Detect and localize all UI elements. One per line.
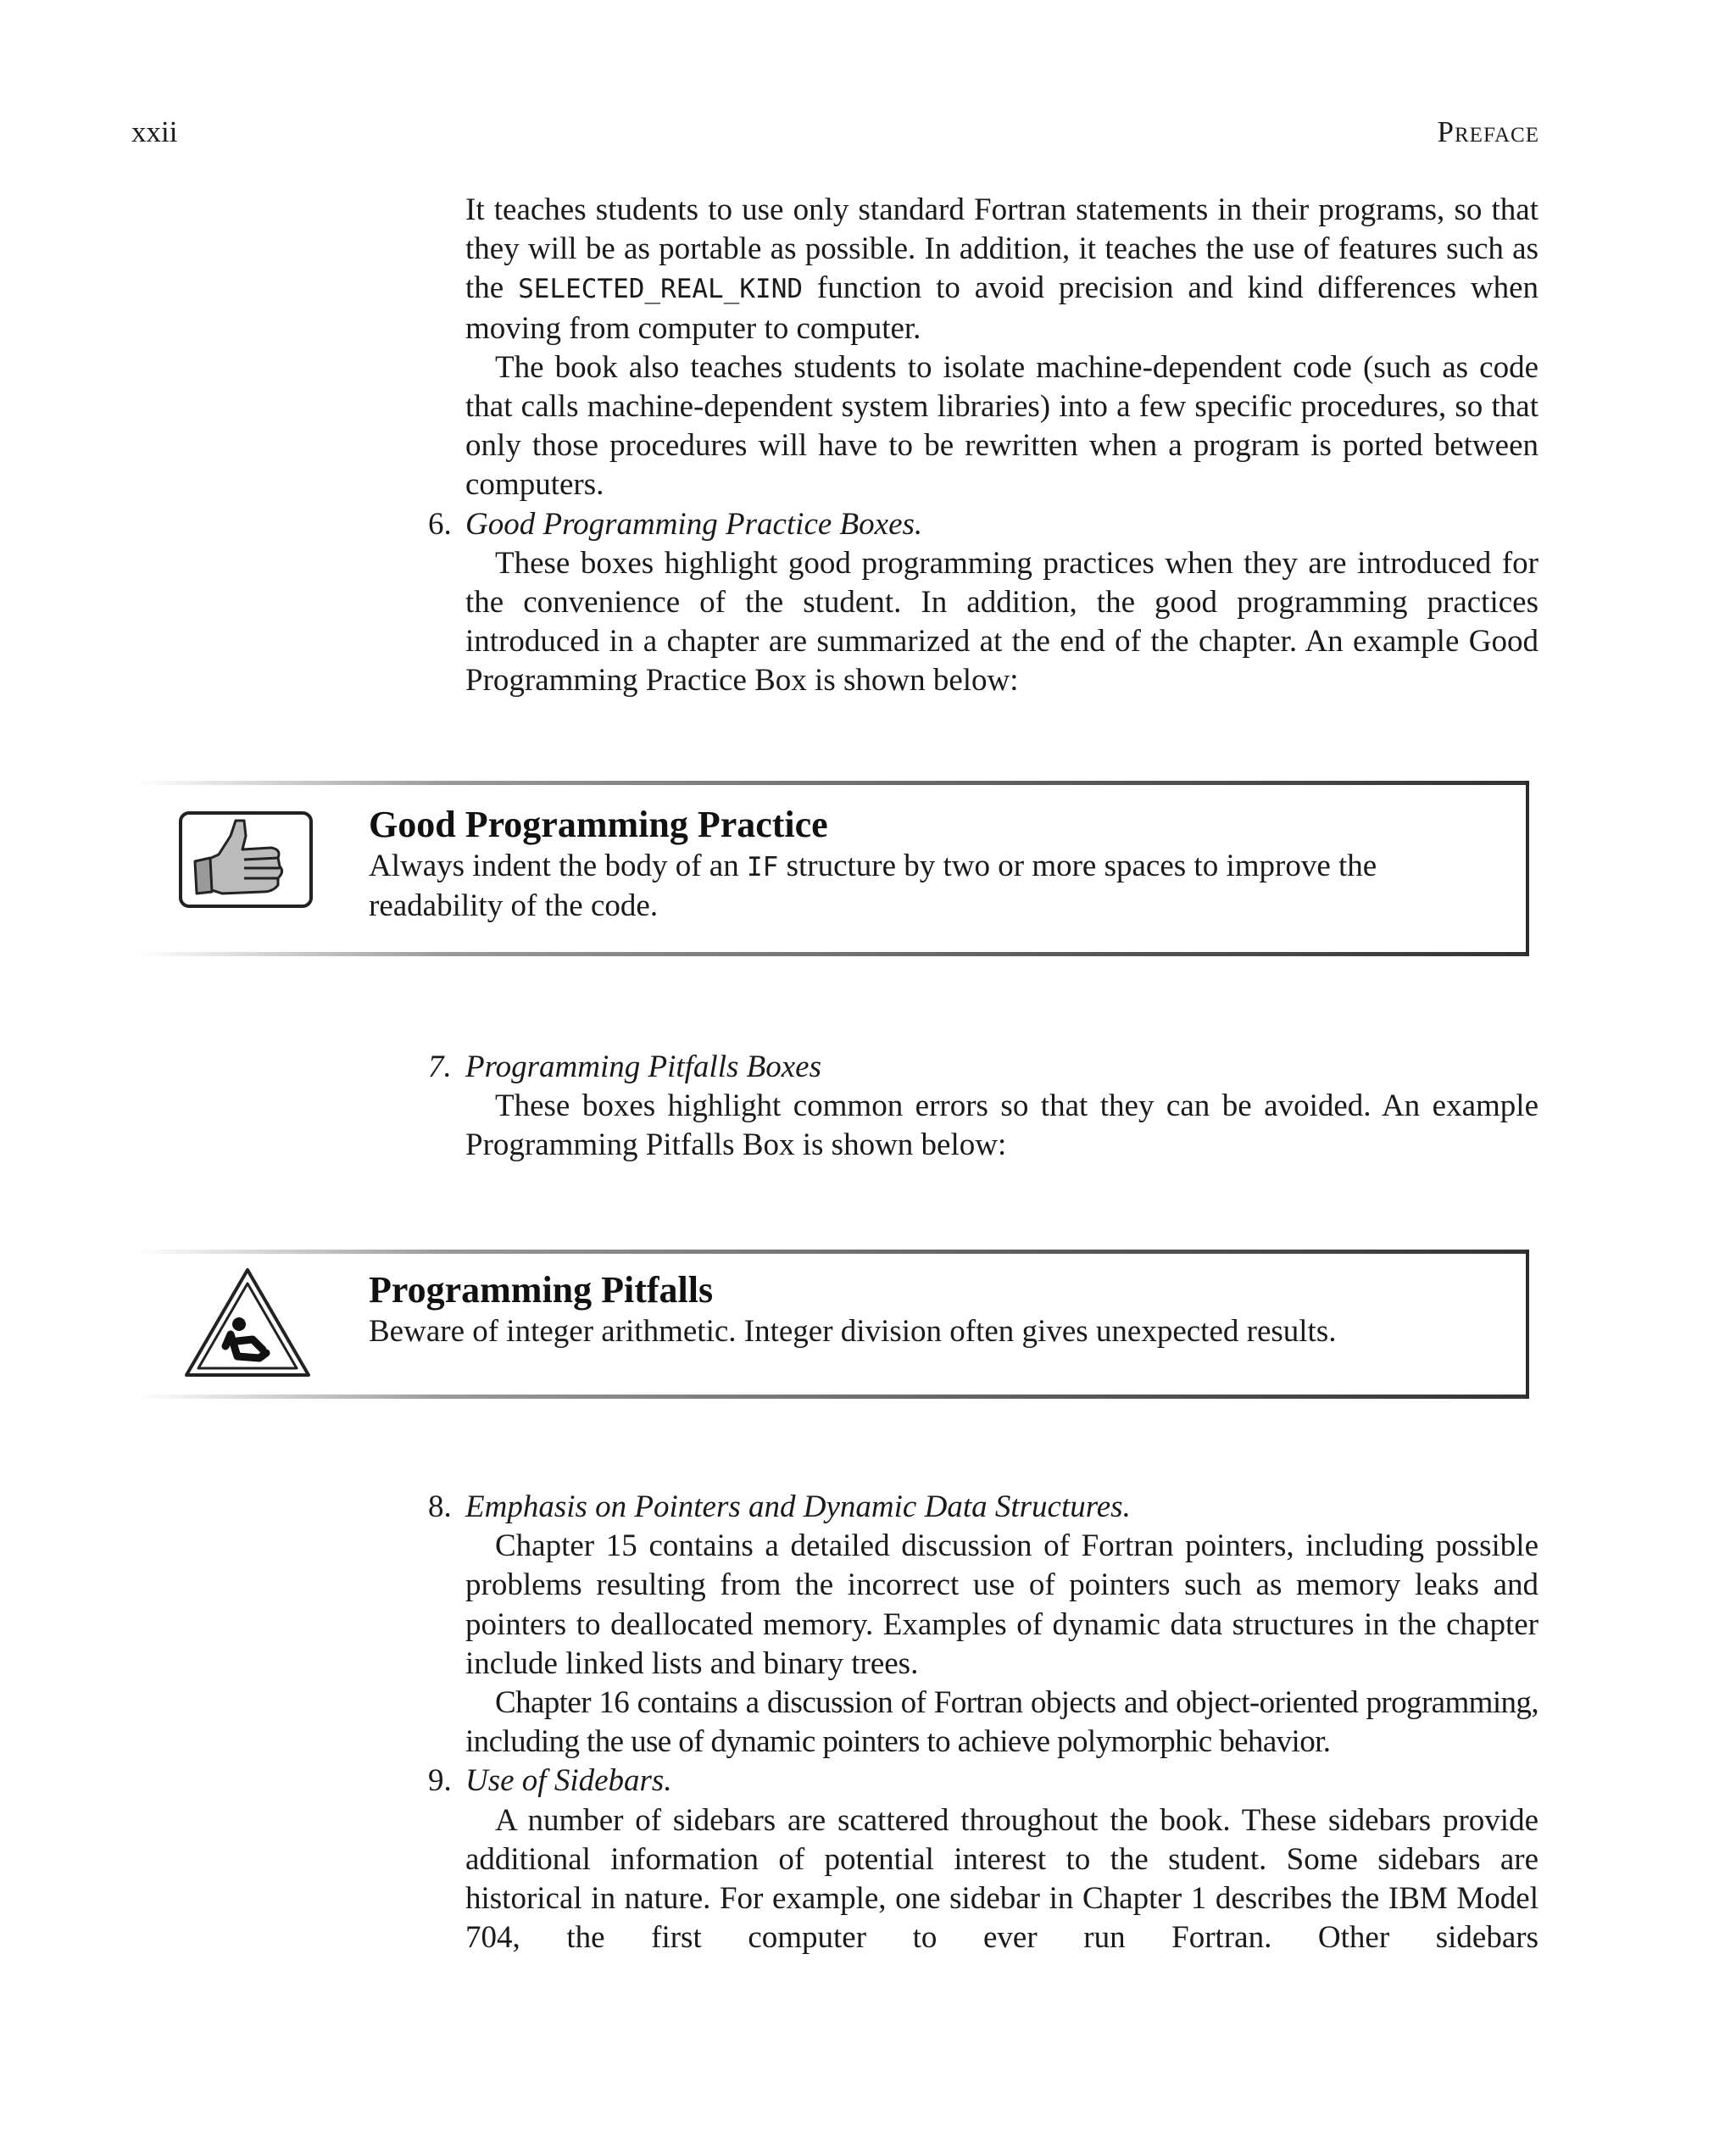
list-item-8-body-2: Chapter 16 contains a discussion of Fortran objects and object-oriented programming, including the use of dynamic pointers to achieve polymorphic behavior. (465, 1685, 1538, 1760)
gpp-box-title: Good Programming Practice (369, 804, 828, 845)
list-item-9-body: A number of sidebars are scattered throughout the book. These sidebars provide additional information of potential interest to the student. Some sidebars are historical in nature. For example, one sidebar in Chapter 1 describes the IBM Model 704, the first computer to ever run Fortran. Other sidebars (465, 1802, 1538, 1956)
portability-paragraph: It teaches students to use only standard Fortran statements in their programs, so that they will be as portable as possible. In addition, it teaches the use of features such as the SELECTED_REAL_KIND function to avoid precision and kind differences when moving from computer to computer. (465, 192, 1539, 346)
list-item-6-title: 6. Good Programming Practice Boxes. (418, 505, 1538, 544)
thumbs-up-icon (178, 810, 314, 913)
bottom-text-block (418, 1488, 1538, 1957)
page-number: xxii (131, 115, 178, 148)
good-programming-practice-box (136, 781, 1529, 956)
page-header (0, 115, 1736, 153)
list-item-8-body: Chapter 15 contains a detailed discussion of Fortran pointers, including possible problems resulting from the incorrect use of pointers such as memory leaks and pointers to deallocated memory. Examples of dynamic data structures in the chapter include linked lists and binary trees. (465, 1528, 1538, 1681)
pitfalls-box-title: Programming Pitfalls (369, 1269, 714, 1311)
programming-pitfalls-box (136, 1250, 1529, 1399)
inline-code: SELECTED_REAL_KIND (518, 274, 804, 305)
list-item-9-title: 9. Use of Sidebars. (418, 1762, 1538, 1801)
list-item-7-title: 7. Programming Pitfalls Boxes (418, 1048, 1538, 1087)
list-item-6-body: These boxes highlight good programming practices when they are introduced for the convenience of the student. In addition, the good programming practices introduced in a chapter are summarized at the end of the chapter. An example Good Programming Practice Box is shown below: (465, 545, 1538, 699)
middle-text-block (418, 1048, 1538, 1166)
list-number: 6. (428, 506, 452, 542)
gpp-box-text: Always indent the body of an IF structure by two or more spaces to improve the readability of the code. (369, 849, 1377, 924)
list-item-7-body: These boxes highlight common errors so that they can be avoided. An example Programming Pitfalls Box is shown below: (465, 1088, 1538, 1163)
list-number: 7. (428, 1049, 452, 1084)
pitfalls-box-text: Beware of integer arithmetic. Integer division often gives unexpected results. (369, 1314, 1337, 1349)
list-item-8-title: 8. Emphasis on Pointers and Dynamic Data Structures. (418, 1488, 1538, 1527)
list-number: 9. (428, 1763, 452, 1799)
top-text-block (418, 191, 1538, 701)
machine-dependent-paragraph: The book also teaches students to isolate machine-dependent code (such as code that calls machine-dependent system libraries) into a few specific procedures, so that only those procedures will have to be rewritten when a program is ported between computers. (465, 349, 1538, 503)
inline-code: IF (746, 852, 779, 882)
running-head: Preface (1437, 115, 1539, 148)
list-number: 8. (428, 1489, 452, 1524)
slipping-person-warning-icon (181, 1265, 314, 1384)
